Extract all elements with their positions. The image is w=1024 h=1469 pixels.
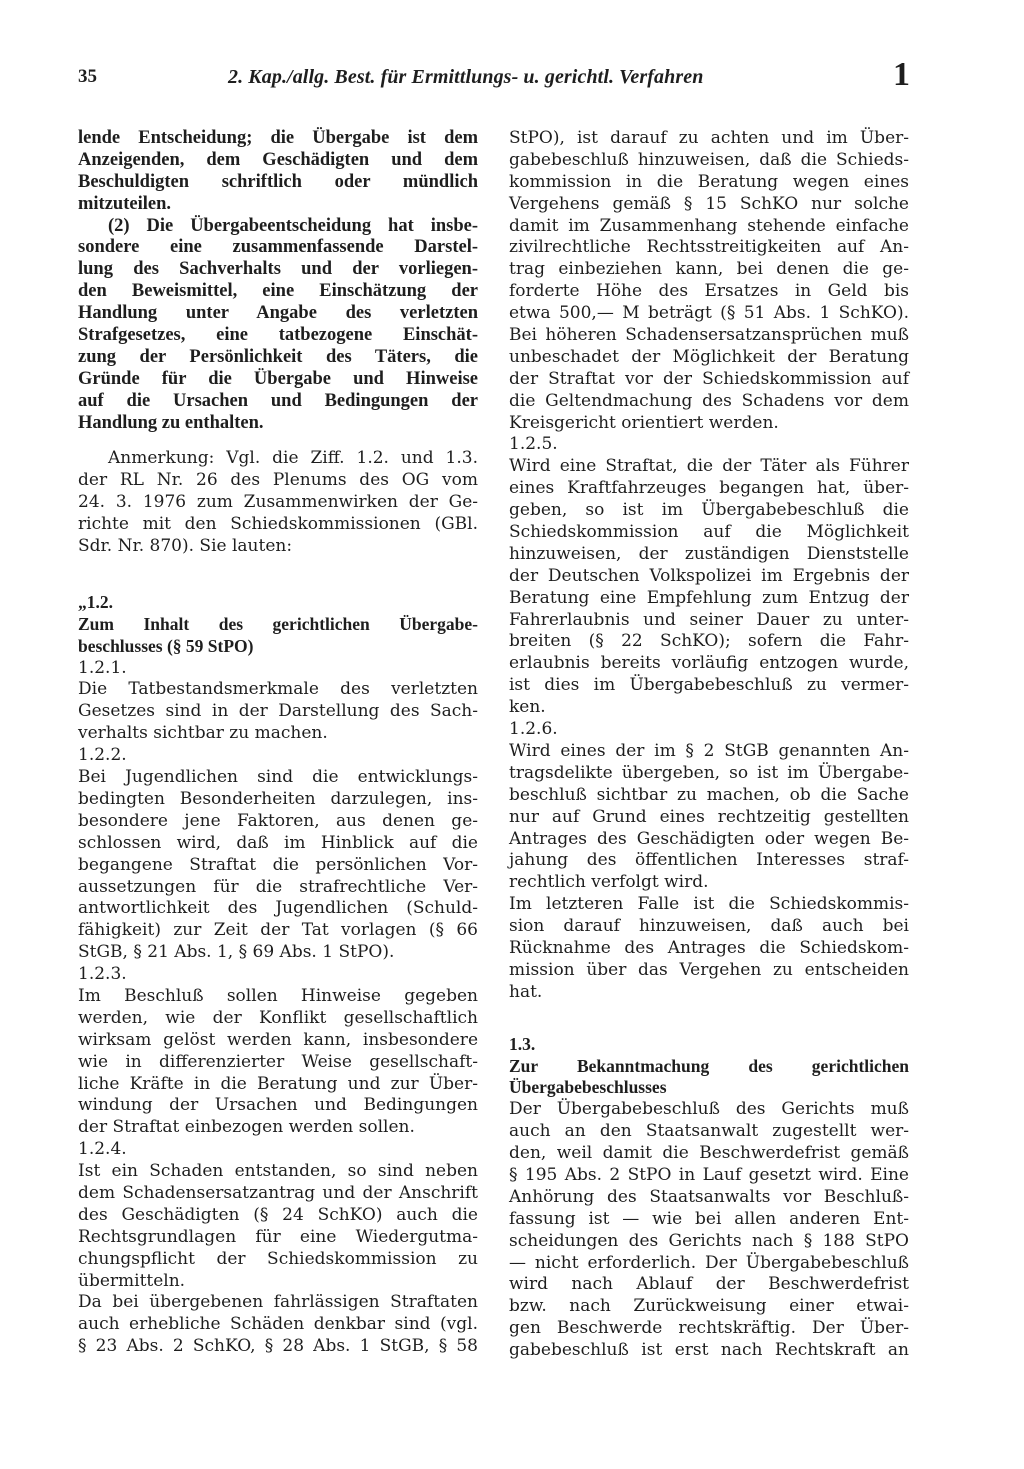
text-line: wird nach Ablauf der Beschwerdefrist [509,1274,909,1295]
text-line: übermitteln. [78,1270,186,1291]
text-line: der RL Nr. 26 des Plenums des OG vom [78,470,478,491]
text-line: dem Schadensersatzantrag und der Anschrift [78,1182,478,1203]
text-line: Übergabebeschlusses [509,1077,667,1098]
annotation-note [78,448,478,557]
text-line: der Deutschen Volkspolizei im Ergebnis der [509,565,909,586]
text-line: tragsdelikte übergeben, so ist im Übergabe- [509,762,909,783]
text-line: Da bei übergebenen fahrlässigen Straftaten [78,1292,478,1313]
text-line: schlossen wird, daß im Hinblick auf die [78,832,478,853]
text-line: Rücknahme des Antrages die Schiedskom- [509,937,909,958]
running-header [78,56,910,102]
section-text-1-2-5 [509,456,909,719]
text-line: § 195 Abs. 2 StPO in Lauf gesetzt wird. Eine [509,1164,909,1185]
text-line: StPO), ist darauf zu achten und im Über- [509,128,909,148]
text-line: (2) Die Übergabeentscheidung hat insbe- [108,215,478,236]
text-line: Rechtsgrundlagen für eine Wiedergutma- [78,1226,478,1247]
text-line: liche Kräfte in die Beratung und zur Über- [78,1073,478,1094]
text-line: § 23 Abs. 2 SchKO, § 28 Abs. 1 StGB, § 58 [78,1336,478,1357]
text-line: Ist ein Schaden entstanden, so sind neben [78,1161,478,1182]
text-line: zivilrechtliche Rechtsstreitigkeiten auf An- [509,237,909,258]
section-number-1-2-1: 1.2.1. [78,657,127,678]
left-column [78,128,478,1358]
text-line: Schiedskommission auf die Möglichkeit [509,522,909,543]
text-line: die Geltendmachung des Schadens vor dem [509,390,909,411]
text-line: Wird eines der im § 2 StGB genannten An- [509,740,909,761]
text-line: zung der Persönlichkeit des Täters, die [78,346,478,367]
text-line: Im letzteren Falle ist die Schiedskommis- [509,894,909,915]
text-line: Sdr. Nr. 870). Sie lauten: [78,536,293,557]
text-line: nur auf Grund eines rechtzeitig gestellten [509,806,909,827]
text-line: Fahrerlaubnis und seiner Dauer zu unter- [509,609,909,630]
text-line: chungspflicht der Schiedskommission zu [78,1248,478,1269]
text-line: der Straftat vor der Schiedskommission auf [509,368,909,389]
text-line: den Beweismittel, eine Einschätzung der [78,281,478,302]
text-line: wirksam gelöst werden kann, insbesondere [78,1029,478,1050]
text-line: eines Kraftfahrzeuges begangen hat, über- [509,478,909,499]
text-line: bedingten Besonderheiten darzulegen, ins- [78,788,478,809]
text-line: gabebeschluß hinzuweisen, daß die Schieds- [509,149,909,170]
text-line: Beratung eine Empfehlung zum Entzug der [509,587,909,608]
text-line: Beschuldigten schriftlich oder mündlich [78,171,478,192]
text-line: Gründe für die Übergabe und Hinweise [78,368,478,389]
text-line: lung des Sachverhalts und der vorliegen- [78,259,478,280]
text-line: — nicht erforderlich. Der Übergabebeschluß [509,1252,909,1273]
statute-paragraph-2 [78,216,478,435]
text-line: Vergehens gemäß § 15 SchKO nur solche [509,193,909,214]
text-line: gabebeschluß ist erst nach Rechtskraft an [509,1340,909,1361]
text-line: sion darauf hinzuweisen, daß auch bei [509,916,909,937]
section-text-1-2-4-continued [509,128,909,434]
section-title-1-3 [509,1056,909,1100]
text-line: windung der Ursachen und Bedingungen [78,1095,478,1116]
text-line: fassung ist — wie bei allen anderen Ent- [509,1208,909,1229]
section-number-1-3: 1.3. [509,1033,536,1054]
section-text-1-3 [509,1099,909,1362]
section-text-1-2-1 [78,679,478,745]
text-line: mitzuteilen. [78,193,171,214]
text-line: Im Beschluß sollen Hinweise gegeben [78,985,478,1006]
section-text-1-2-6 [509,741,909,1004]
text-line: Anmerkung: Vgl. die Ziff. 1.2. und 1.3. [108,448,478,469]
section-number-1-2-3: 1.2.3. [78,964,127,985]
text-line: Handlung zu enthalten. [78,412,264,433]
text-line: bzw. nach Zurückweisung einer etwai- [509,1296,909,1317]
statute-paragraph-continued [78,128,478,216]
text-line: fähigkeit) zur Zeit der Tat vorlagen (§ 66 [78,920,478,941]
section-text-1-2-2 [78,767,478,964]
text-line: mission über das Vergehen zu entscheiden [509,959,909,980]
text-line: Strafgesetzes, eine tatbezogene Einschät- [78,325,478,346]
text-line: gen Beschwerde rechtskräftig. Der Über- [509,1318,909,1339]
text-line: etwa 500,— M beträgt (§ 51 Abs. 1 SchKO). [509,303,909,324]
text-line: sondere eine zusammenfassende Darstel- [78,237,478,258]
text-line: wie in differenzierter Weise gesellschaft- [78,1051,478,1072]
text-line: trag einbeziehen kann, bei denen die ge- [509,259,909,280]
text-line: kommission in die Beratung wegen eines [509,171,909,192]
text-line: Antrages des Geschädigten oder wegen Be- [509,828,909,849]
text-line: ken. [509,697,546,718]
text-line: damit im Zusammenhang stehende einfache [509,215,909,236]
section-number-1-2-5: 1.2.5. [509,434,558,455]
section-title-1-2 [78,614,478,658]
text-line: antwortlichkeit des Jugendlichen (Schuld- [78,898,478,919]
text-line: auch erhebliche Schäden denkbar sind (vgl. [78,1314,478,1335]
text-line: beschluß sichtbar zu machen, ob die Sache [509,784,909,805]
text-line: Handlung unter Angabe des verletzten [78,303,478,324]
text-line: rechtlich verfolgt wird. [509,872,709,893]
text-line: beschlusses (§ 59 StPO) [78,635,254,656]
text-line: auf die Ursachen und Bedingungen der [78,390,478,411]
text-line: Wird eine Straftat, die der Täter als Führer [509,456,909,477]
text-line: Die Tatbestandsmerkmale des verletzten [78,679,478,700]
text-line: StGB, § 21 Abs. 1, § 69 Abs. 1 StPO). [78,942,395,963]
text-line: Anhörung des Staatsanwalts vor Beschluß- [509,1186,909,1207]
text-line: hat. [509,981,543,1002]
text-line: forderte Höhe des Ersatzes in Geld bis [509,281,909,302]
text-line: lende Entscheidung; die Übergabe ist dem [78,128,478,148]
text-line: des Geschädigten (§ 24 SchKO) auch die [78,1204,478,1225]
text-line: hinzuweisen, der zuständigen Dienststelle [509,543,909,564]
text-line: Bei Jugendlichen sind die entwicklungs- [78,767,478,788]
text-line: Anzeigenden, dem Geschädigten und dem [78,149,478,170]
text-line: ist dies im Übergabebeschluß zu vermer- [509,675,909,696]
text-line: breiten (§ 22 SchKO); sofern die Fahr- [509,631,909,652]
text-line: 24. 3. 1976 zum Zusammenwirken der Ge- [78,492,478,513]
chapter-number: 1 [893,56,910,93]
text-line: jahung des öffentlichen Interesses straf- [509,850,909,871]
text-line: scheidungen des Gerichts nach § 188 StPO [509,1230,909,1251]
section-number-1-2-2: 1.2.2. [78,745,127,766]
text-line: Der Übergabebeschluß des Gerichts muß [509,1099,909,1120]
text-line: auch an den Staatsanwalt zugestellt wer- [509,1121,909,1142]
text-line: Gesetzes sind in der Darstellung des Sach- [78,701,478,722]
section-number-1-2-4: 1.2.4. [78,1139,127,1160]
text-line: richte mit den Schiedskommissionen (GBl. [78,514,478,535]
right-column [509,128,909,1362]
page-number: 35 [78,66,97,87]
section-number-1-2-6: 1.2.6. [509,719,558,740]
text-line: unbeschadet der Möglichkeit der Beratung [509,346,909,367]
text-line: begangene Straftat die persönlichen Vor- [78,854,478,875]
section-text-1-2-4 [78,1161,478,1358]
text-line: verhalts sichtbar zu machen. [78,723,328,744]
text-line: aussetzungen für die strafrechtliche Ver- [78,876,478,897]
section-text-1-2-3 [78,986,478,1139]
text-line: der Straftat einbezogen werden sollen. [78,1117,415,1138]
text-line: besondere jene Faktoren, aus denen ge- [78,810,478,831]
text-line: werden, wie der Konflikt gesellschaftlich [78,1007,478,1028]
section-number-1-2: „1.2. [78,591,113,612]
text-line: Bei höheren Schadensersatzansprüchen muß [509,325,909,346]
running-title: 2. Kap./allg. Best. für Ermittlungs- u. gerichtl. Verfahren [228,66,704,88]
text-line: Kreisgericht orientiert werden. [509,412,779,433]
text-line: erlaubnis bereits vorläufig entzogen wurde, [509,653,909,674]
text-line: den, weil damit die Beschwerdefrist gemäß [509,1143,909,1164]
text-line: geben, so ist im Übergabebeschluß die [509,500,909,521]
text-line: Zum Inhalt des gerichtlichen Übergabe- [78,613,478,634]
text-line: Zur Bekanntmachung des gerichtlichen [509,1055,909,1076]
